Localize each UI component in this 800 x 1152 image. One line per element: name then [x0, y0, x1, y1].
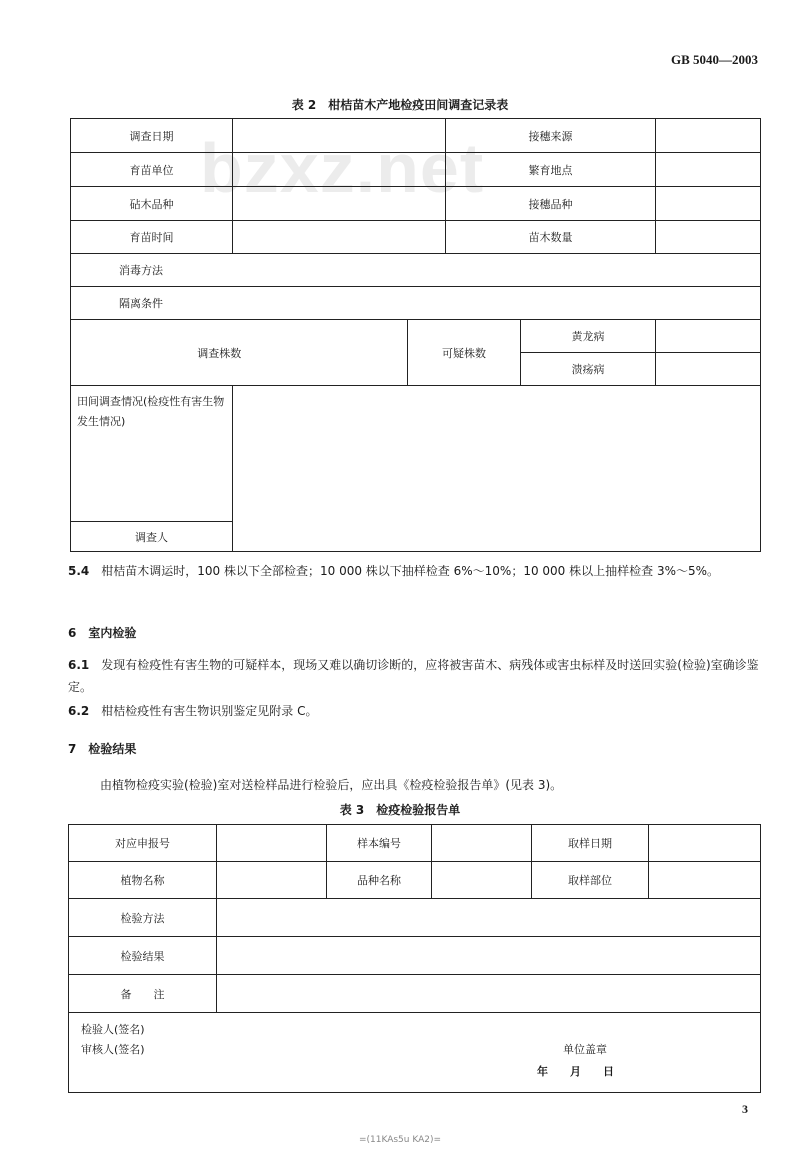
inspection-result-label: 检验结果: [69, 937, 217, 975]
page-footer: =(11KAs5u KA2)=: [358, 1135, 442, 1145]
sampling-location-label: 取样部位: [532, 862, 649, 899]
clause-5-4-number: 5.4: [68, 564, 90, 578]
nursery-site-value: [656, 153, 761, 187]
table2-caption: 表 2 柑桔苗木产地检疫田间调查记录表: [291, 98, 509, 112]
inspection-method-value: [217, 899, 761, 937]
field-situation-value: [233, 386, 761, 552]
survey-date-label: 调查日期: [71, 119, 233, 153]
rootstock-variety-value: [233, 187, 446, 221]
nursery-time-value: [233, 221, 446, 254]
clause-6-2-number: 6.2: [68, 704, 90, 718]
huanglong-label: 黄龙病: [521, 320, 656, 353]
isolation-conditions-label: 隔离条件: [71, 287, 761, 320]
nursery-unit-value: [233, 153, 446, 187]
date-line: 年 月 日: [537, 1065, 614, 1078]
sampling-date-label: 取样日期: [532, 825, 649, 862]
variety-name-value: [432, 862, 532, 899]
standard-number: GB 5040—2003: [670, 52, 758, 67]
table2-field-survey-record: [70, 118, 761, 552]
table3-inspection-report: [68, 824, 761, 1093]
scion-source-value: [656, 119, 761, 153]
rootstock-variety-label: 砧木品种: [71, 187, 233, 221]
section-7-title: 7 检验结果: [68, 742, 137, 756]
huanglong-value: [656, 320, 761, 353]
section-6-title: 6 室内检验: [68, 626, 137, 640]
seedling-count-value: [656, 221, 761, 254]
canker-value: [656, 353, 761, 386]
inspection-method-label: 检验方法: [69, 899, 217, 937]
clause-6-1-number: 6.1: [68, 658, 90, 672]
nursery-unit-label: 育苗单位: [71, 153, 233, 187]
scion-source-label: 接穗来源: [446, 119, 656, 153]
seedling-count-label: 苗木数量: [446, 221, 656, 254]
nursery-site-label: 繁育地点: [446, 153, 656, 187]
inspector-signature-label: 检验人(签名): [81, 1023, 145, 1036]
sampling-date-value: [649, 825, 761, 862]
table3-caption: 表 3 检疫检验报告单: [339, 803, 461, 817]
reviewer-signature-label: 审核人(签名): [81, 1043, 145, 1056]
investigator-label: 调查人: [71, 522, 233, 552]
application-no-value: [217, 825, 327, 862]
clause-6-2-text: 柑桔检疫性有害生物识别鉴定见附录 C。: [101, 704, 318, 718]
clause-6-1-text: 发现有检疫性有害生物的可疑样本，现场又难以确切诊断的，应将被害苗木、病残体或害虫标样及时送回实验(检验)室确诊鉴定。: [68, 658, 759, 694]
section-7-text: 由植物检疫实验(检验)室对送检样品进行检验后，应出具《检疫检验报告单》(见表 3)。: [100, 778, 563, 792]
plant-name-label: 植物名称: [69, 862, 217, 899]
suspect-plants-label: 可疑株数: [408, 320, 521, 386]
inspection-result-value: [217, 937, 761, 975]
canker-label: 溃疡病: [521, 353, 656, 386]
disinfection-method-label: 消毒方法: [71, 254, 761, 287]
surveyed-plants-label: 调查株数: [71, 320, 368, 386]
field-situation-label: 田间调查情况(检疫性有害生物发生情况): [71, 386, 233, 522]
surveyed-plants-value: [368, 320, 408, 386]
sample-no-value: [432, 825, 532, 862]
watermark: bzxz.net: [200, 129, 485, 207]
scion-variety-label: 接穗品种: [446, 187, 656, 221]
scion-variety-value: [656, 187, 761, 221]
sample-no-label: 样本编号: [327, 825, 432, 862]
clause-5-4: [68, 560, 760, 582]
survey-date-value: [233, 119, 446, 153]
clause-6-1: [68, 654, 760, 698]
clause-6-2: [68, 700, 760, 722]
application-no-label: 对应申报号: [69, 825, 217, 862]
remarks-label: 备 注: [69, 975, 217, 1013]
page-number: 3: [742, 1102, 748, 1116]
remarks-value: [217, 975, 761, 1013]
clause-5-4-text: 柑桔苗木调运时，100 株以下全部检查；10 000 株以下抽样检查 6%～10%；10 000 株以上抽样检查 3%～5%。: [101, 564, 720, 578]
variety-name-label: 品种名称: [327, 862, 432, 899]
sampling-location-value: [649, 862, 761, 899]
unit-seal-label: 单位盖章: [563, 1043, 607, 1056]
signature-block: [69, 1013, 761, 1093]
plant-name-value: [217, 862, 327, 899]
nursery-time-label: 育苗时间: [71, 221, 233, 254]
